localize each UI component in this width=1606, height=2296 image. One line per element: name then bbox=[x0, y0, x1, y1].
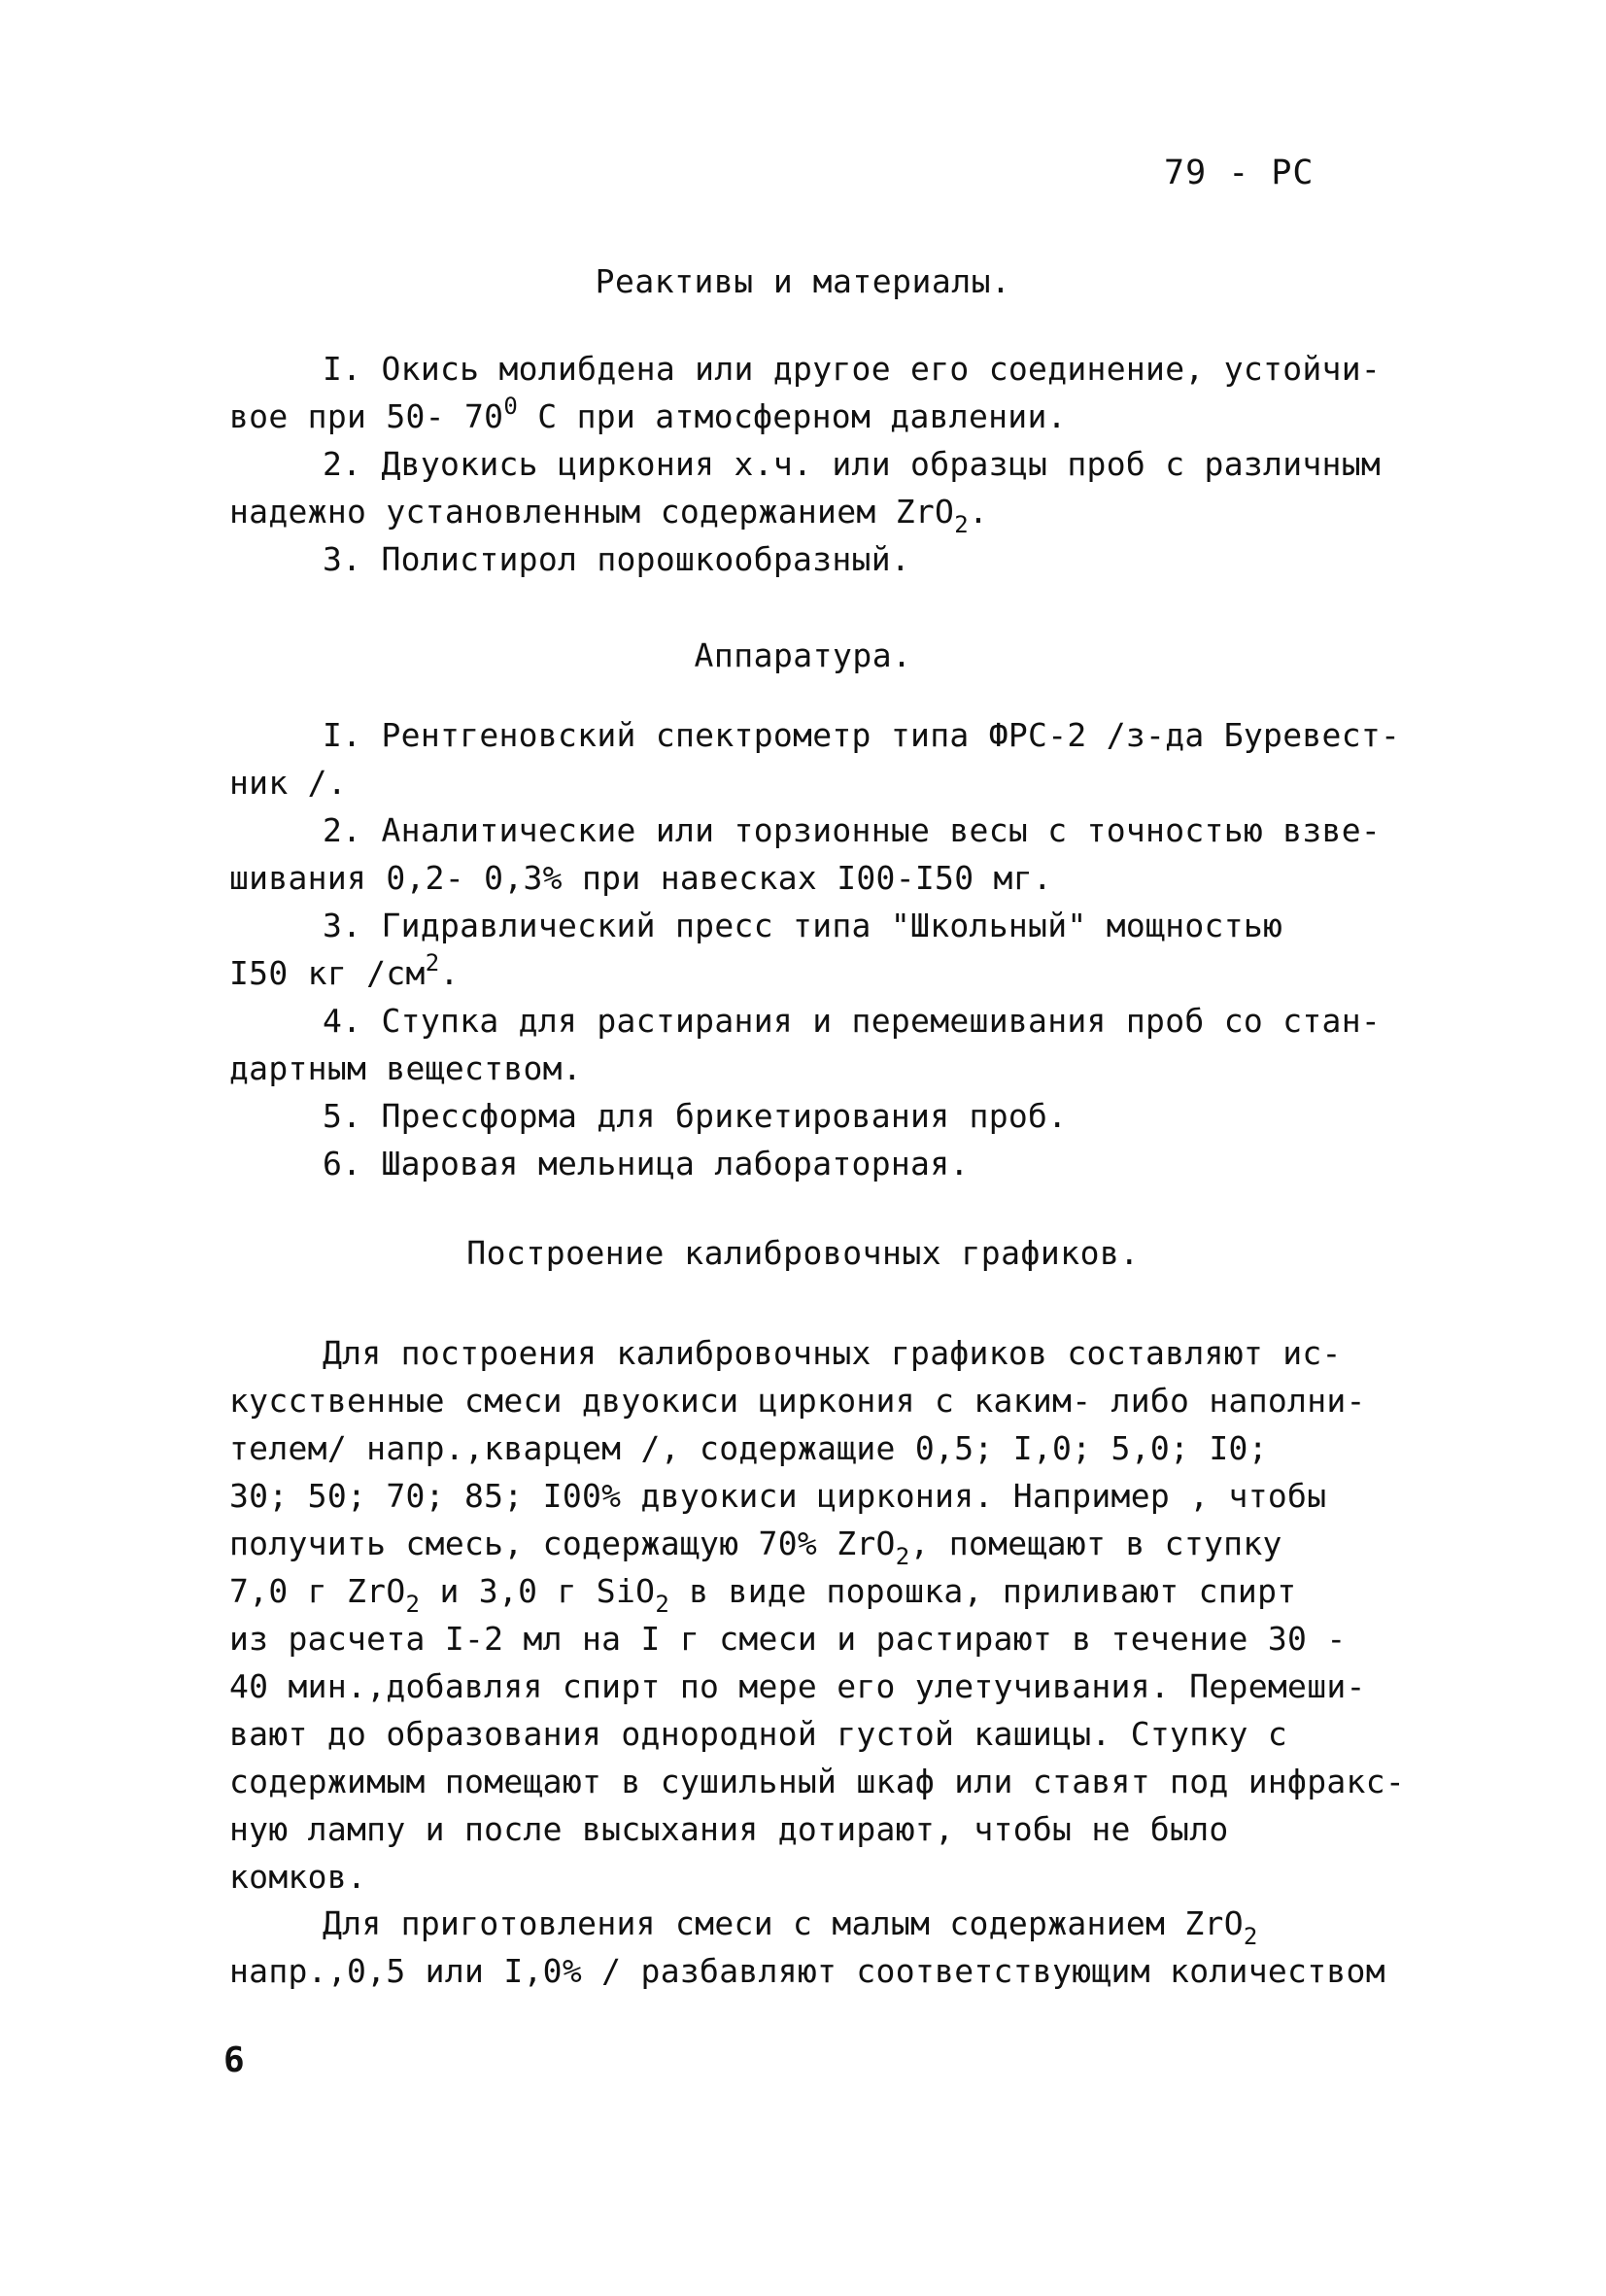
paragraph-line: комков. bbox=[229, 1858, 367, 1896]
apparatus-item-6: 6. Шаровая мельница лабораторная. bbox=[323, 1145, 970, 1182]
paragraph-line: телем/ напр.,кварцем /, содержащие 0,5; I,0; 5,0; I0; bbox=[229, 1429, 1268, 1467]
paragraph-line: 40 мин.,добавляя спирт по мере его улетучивания. Перемеши- bbox=[229, 1667, 1366, 1705]
paragraph-line: 7,0 г ZrO$_2$ и 3,0 г SiO$_2$ в виде порошка, приливают спирт bbox=[229, 1572, 1297, 1618]
paragraph-line: Для построения калибровочных графиков составляют ис- bbox=[323, 1334, 1342, 1372]
paragraph-line: из расчета I-2 мл на I г смеси и растирают в течение 30 - bbox=[229, 1620, 1347, 1658]
reagent-item-2-cont: надежно установленным содержанием ZrO$_2$. bbox=[229, 493, 989, 538]
reagent-item-2: 2. Двуокись циркония х.ч. или образцы проб с различным bbox=[323, 445, 1382, 483]
apparatus-item-3: 3. Гидравлический пресс типа "Школьный" мощностью bbox=[323, 907, 1283, 944]
apparatus-item-2-cont: шивания 0,2- 0,3% при навесках I00-I50 мг. bbox=[229, 859, 1053, 897]
document-code: 79 - РС bbox=[1164, 154, 1315, 192]
reagent-item-1-cont: вое при 50- $70^0$ С при атмосферном давлении. bbox=[229, 393, 1067, 435]
section-title-apparatus: Аппаратура. bbox=[694, 636, 912, 674]
paragraph-line: вают до образования однородной густой кашицы. Ступку с bbox=[229, 1715, 1288, 1753]
reagent-item-3: 3. Полистирол порошкообразный. bbox=[323, 540, 911, 578]
apparatus-list bbox=[229, 711, 1401, 1187]
paragraph-line: ную лампу и после высыхания дотирают, чтобы не было bbox=[229, 1810, 1229, 1848]
reagent-item-1: I. Окись молибдена или другое его соединение, устойчи- bbox=[323, 350, 1382, 388]
apparatus-item-2: 2. Аналитические или торзионные весы с точностью взве- bbox=[323, 811, 1382, 849]
apparatus-item-1-cont: ник /. bbox=[229, 764, 348, 802]
paragraph-line: кусственные смеси двуокиси циркония с каким- либо наполни- bbox=[229, 1382, 1366, 1420]
paragraph-line: напр.,0,5 или I,0% / разбавляют соответствующим количеством bbox=[229, 1952, 1385, 1990]
apparatus-item-3-cont: I50 кг $/см^2$. bbox=[229, 949, 460, 992]
apparatus-item-4-cont: дартным веществом. bbox=[229, 1049, 583, 1087]
section-title-calibration: Построение калибровочных графиков. bbox=[466, 1234, 1140, 1272]
reagents-list bbox=[229, 345, 1385, 583]
page-number: 6 bbox=[223, 2040, 245, 2080]
calibration-paragraph-2 bbox=[229, 1900, 1385, 1995]
apparatus-item-5: 5. Прессформа для брикетирования проб. bbox=[323, 1097, 1068, 1135]
section-title-reagents: Реактивы и материалы. bbox=[595, 262, 1011, 300]
paragraph-line: получить смесь, содержащую 70% ZrO$_2$, помещают в ступку bbox=[229, 1525, 1282, 1570]
paragraph-line: содержимым помещают в сушильный шкаф или ставят под инфракс- bbox=[229, 1763, 1406, 1800]
calibration-paragraph-1 bbox=[229, 1329, 1406, 1901]
apparatus-item-1: I. Рентгеновский спектрометр типа ФРС-2 /з-да Буревест- bbox=[323, 716, 1401, 754]
apparatus-item-4: 4. Ступка для растирания и перемешивания проб со стан- bbox=[323, 1002, 1382, 1040]
paragraph-line: 30; 50; 70; 85; I00% двуокиси циркония. Например , чтобы bbox=[229, 1477, 1327, 1515]
paragraph-line: Для приготовления смеси с малым содержанием ZrO$_2$ bbox=[323, 1904, 1258, 1950]
